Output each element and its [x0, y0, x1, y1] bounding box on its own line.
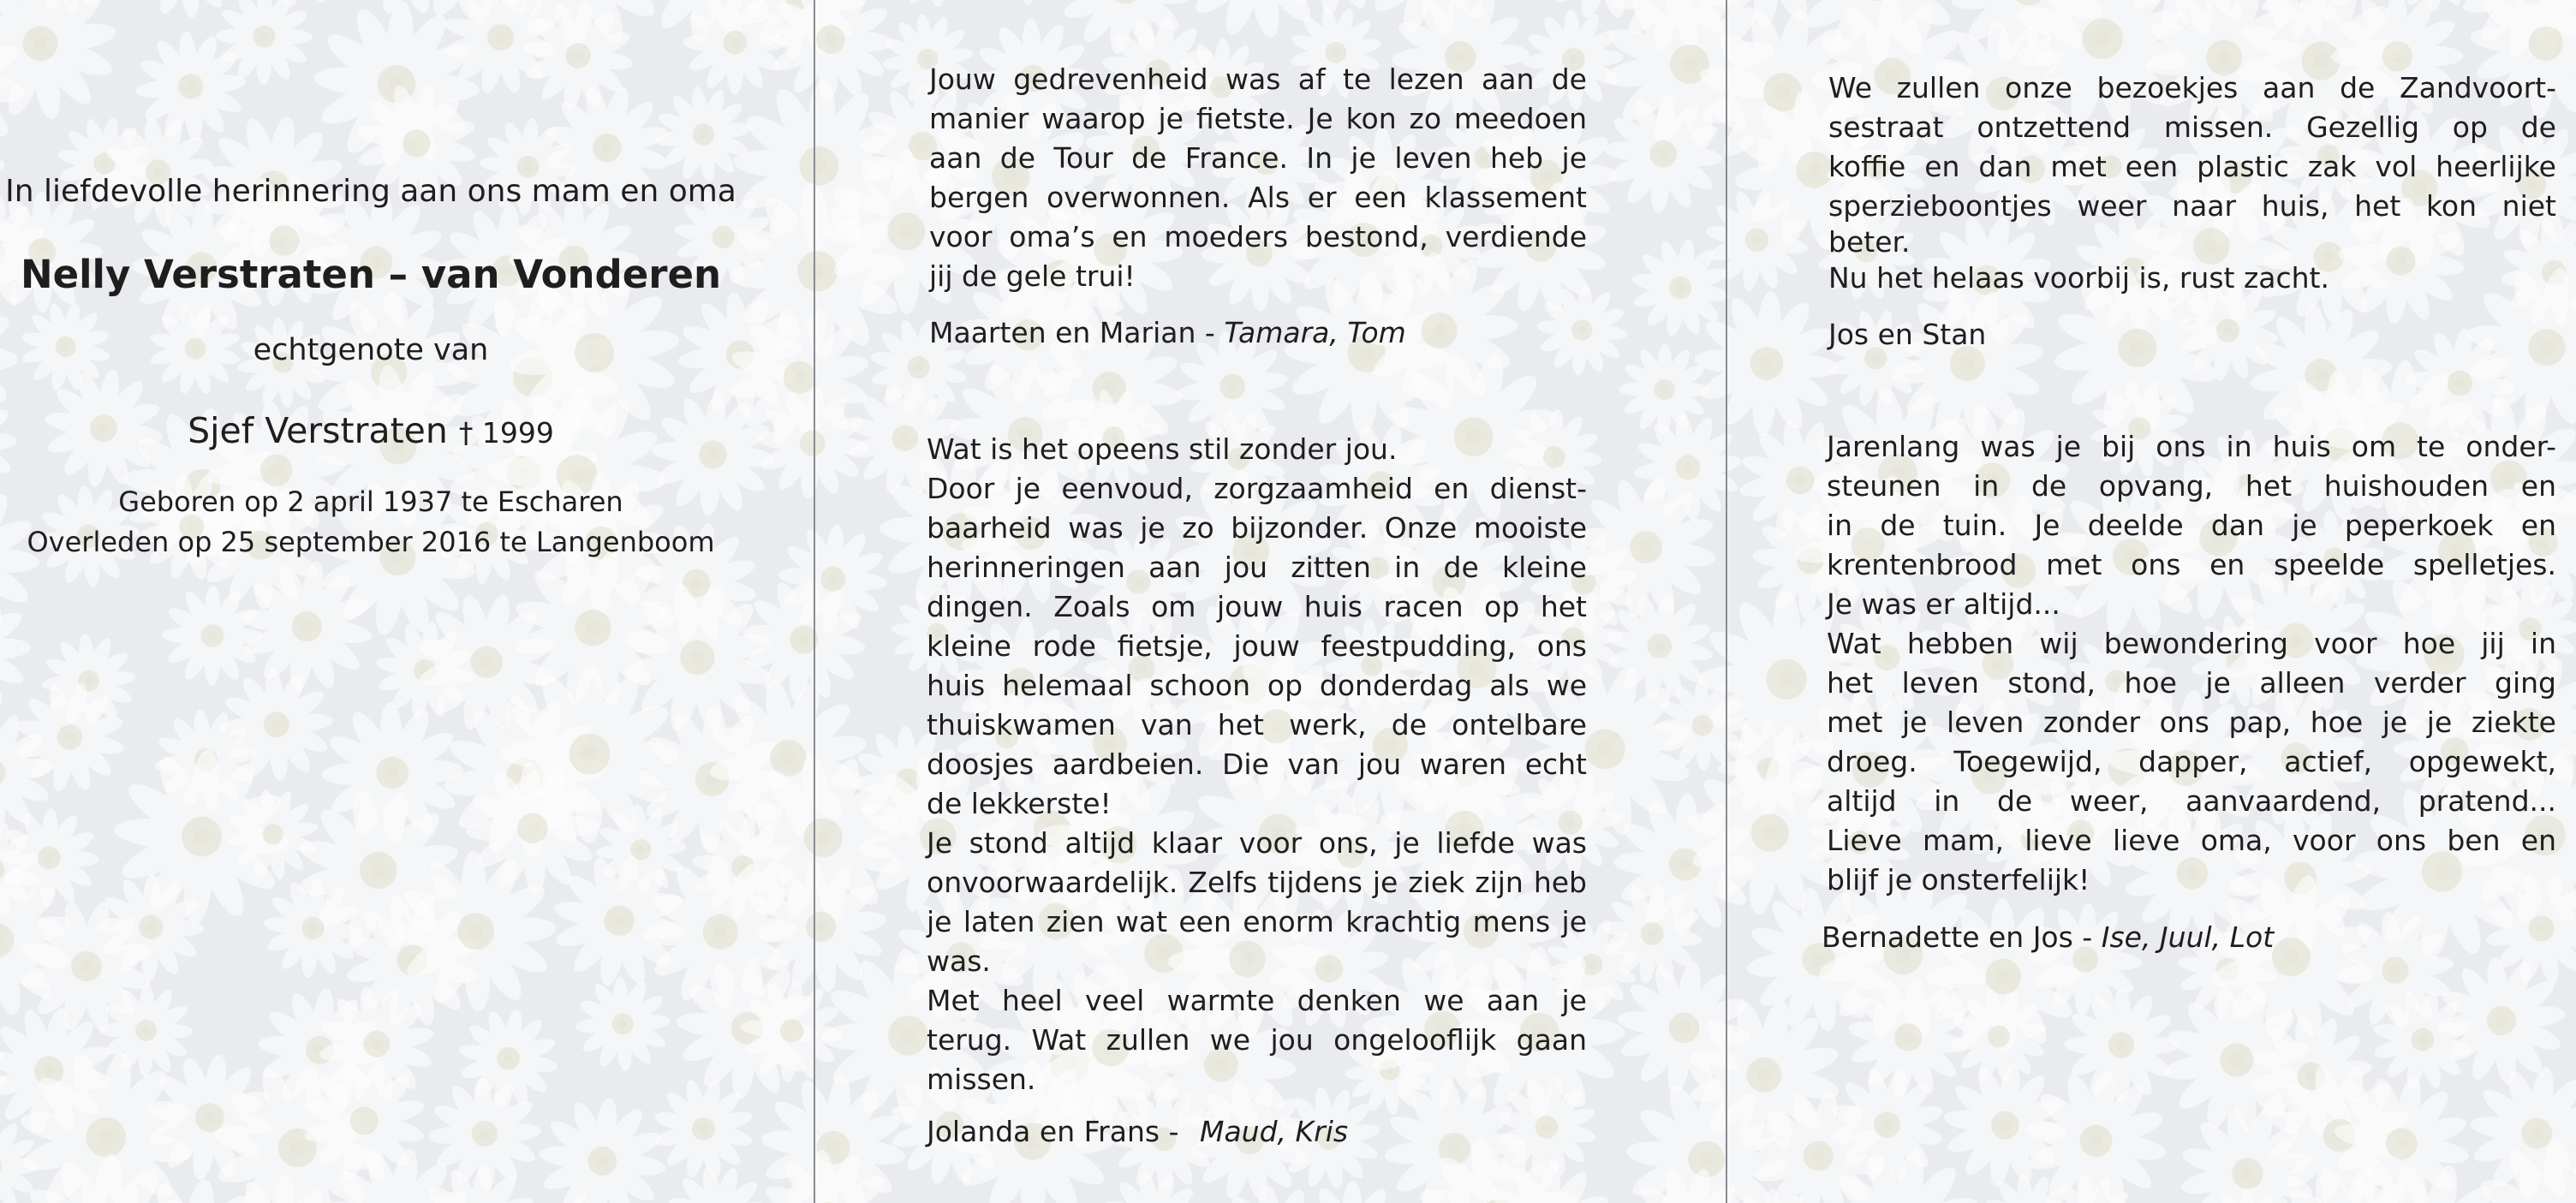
text-line: droeg. Toegewijd, dapper, actief, opgewekt,: [1827, 745, 2556, 778]
text-line: met je leven zonder ons pap, hoe je je ziekte: [1827, 706, 2556, 739]
text-line: het leven stond, hoe je alleen verder ging: [1827, 666, 2556, 700]
text-line: de lekkerste!: [927, 787, 1112, 820]
text-line: steunen in de opvang, het huishouden en: [1827, 469, 2556, 503]
signature-names: Jolanda en Frans -: [927, 1115, 1179, 1148]
text-line: Je was er altijd...: [1827, 587, 2060, 621]
spouse-name: Sjef Verstraten: [188, 410, 448, 451]
text-line: jij de gele trui!: [929, 259, 1136, 293]
text-line: Jarenlang was je bij ons in huis om te onder-: [1827, 430, 2556, 463]
spouse-death: † 1999: [458, 416, 554, 450]
text-line: was.: [927, 944, 991, 978]
signature-4: [1822, 921, 2274, 954]
text-line: voor oma’s en moeders bestond, verdiende: [929, 220, 1587, 253]
text-line: kleine rode fietsje, jouw feestpudding, ons: [927, 629, 1587, 663]
spouse-line: [0, 411, 742, 453]
signature-3: Jos en Stan: [1828, 318, 1987, 351]
text-line: beter.: [1828, 225, 1911, 259]
signature-grandchildren: Maud, Kris: [1199, 1115, 1349, 1148]
signature-names: Maarten en Marian -: [929, 316, 1215, 349]
text-line: aan de Tour de France. In je leven heb je: [929, 141, 1587, 175]
text-line: dingen. Zoals om jouw huis racen op het: [927, 590, 1587, 623]
text-line: koffie en dan met een plastic zak vol heerlijke: [1828, 150, 2556, 183]
death-line: Overleden op 25 september 2016 te Langenboom: [27, 526, 715, 558]
text-line: altijd in de weer, aanvaardend, pratend...: [1827, 784, 2556, 818]
text-line: Je stond altijd klaar voor ons, je liefde was: [927, 826, 1587, 860]
text-line: Jouw gedrevenheid was af te lezen aan de: [929, 63, 1587, 96]
text-line: bergen overwonnen. Als er een klassement: [929, 181, 1587, 214]
text-line: baarheid was je zo bijzonder. Onze mooiste: [927, 511, 1587, 545]
text-line: doosjes aardbeien. Die van jou waren echt: [927, 747, 1587, 781]
text-line: We zullen onze bezoekjes aan de Zandvoort-: [1828, 71, 2556, 104]
text-line: sestraat ontzettend missen. Gezellig op de: [1828, 110, 2556, 144]
text-line: thuiskwamen van het werk, de ontelbare: [927, 708, 1587, 741]
spouse-label: echtgenote van: [253, 333, 489, 367]
text-line: terug. Wat zullen we jou ongelooflijk gaan: [927, 1023, 1587, 1057]
text-line: onvoorwaardelijk. Zelfs tijdens je ziek zijn heb: [927, 866, 1587, 899]
panel-left: [0, 0, 814, 1203]
intro-text: In liefdevolle herinnering aan ons mam en oma: [5, 174, 736, 209]
birth-line: Geboren op 2 april 1937 te Escharen: [118, 485, 623, 518]
signature-2: [927, 1116, 1348, 1148]
text-line: Door je eenvoud, zorgzaamheid en dienst-: [927, 472, 1587, 505]
signature-names: Bernadette en Jos -: [1822, 920, 2093, 954]
signature-grandchildren: Tamara, Tom: [1224, 316, 1406, 349]
text-line: in de tuin. Je deelde dan je peperkoek en: [1827, 509, 2556, 542]
text-line: missen.: [927, 1063, 1036, 1096]
panel-right: [1726, 0, 2576, 1203]
text-line: manier waarop je fietste. Je kon zo meedoen: [929, 102, 1587, 135]
text-line: herinneringen aan jou zitten in de kleine: [927, 551, 1587, 584]
text-line: je laten zien wat een enorm krachtig mens je: [927, 905, 1587, 938]
panel-middle: [814, 0, 1726, 1203]
text-line: blijf je onsterfelijk!: [1827, 863, 2090, 896]
text-line: huis helemaal schoon op donderdag als we: [927, 669, 1587, 702]
text-line: Lieve mam, lieve lieve oma, voor ons ben en: [1827, 824, 2556, 857]
text-line: krentenbrood met ons en speelde spelletjes.: [1827, 548, 2556, 581]
signature-1: [929, 317, 1406, 349]
text-line: Wat is het opeens stil zonder jou.: [927, 432, 1398, 466]
signature-grandchildren: Ise, Juul, Lot: [2101, 920, 2275, 954]
text-line: Nu het helaas voorbij is, rust zacht.: [1828, 261, 2329, 295]
deceased-name: Nelly Verstraten – van Vonderen: [20, 252, 722, 297]
text-line: Met heel veel warmte denken we aan je: [927, 984, 1587, 1017]
text-line: sperzieboontjes weer naar huis, het kon niet: [1828, 189, 2556, 223]
text-line: Wat hebben wij bewondering voor hoe jij in: [1827, 627, 2556, 660]
